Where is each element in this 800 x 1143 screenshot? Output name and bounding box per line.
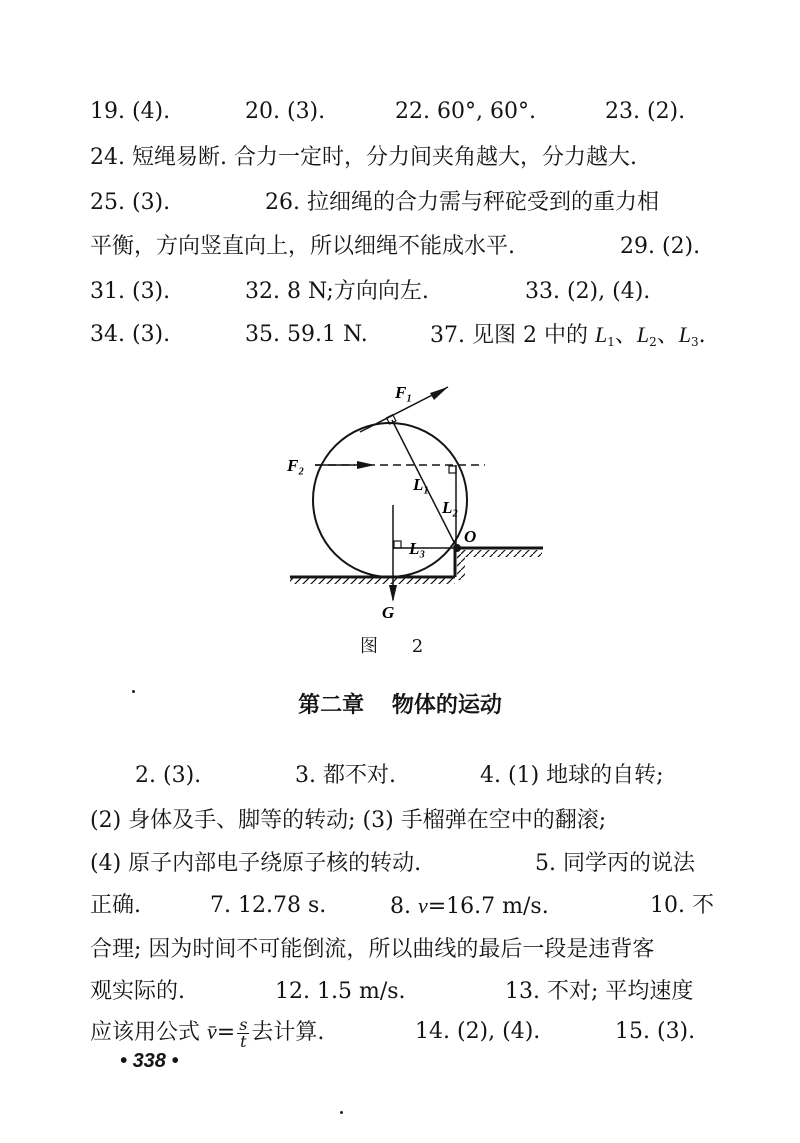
answer-24: 24. 短绳易断. 合力一定时，分力间夹角越大，分力越大. xyxy=(90,145,637,170)
symbol-l: L xyxy=(594,322,608,347)
answer-33: 33. (2), (4). xyxy=(525,279,651,304)
answer-37: 37. 见图 2 中的 $L_1$、$L_2$、$L_3$. xyxy=(430,322,706,349)
answer-14: 14. (2), (4). xyxy=(415,1019,541,1044)
answer-3: 3. 都不对. xyxy=(295,763,396,788)
answer-25: 25. (3). xyxy=(90,190,171,215)
answer-12: 12. 1.5 m/s. xyxy=(275,979,406,1004)
answer-29: 29. (2). xyxy=(620,234,701,259)
answer-26: 26. 拉细绳的合力需与秤砣受到的重力相 xyxy=(265,190,659,215)
answer-4-cont2: (4) 原子内部电子绕原子核的转动. xyxy=(90,851,422,876)
answer-31: 31. (3). xyxy=(90,279,171,304)
answer-8: 8. v=16.7 m/s. xyxy=(390,893,549,919)
label-g: G xyxy=(382,603,395,620)
ch2-line-5 xyxy=(90,930,712,970)
answer-line-5 xyxy=(90,272,712,312)
chapter-title: 物体的运动 xyxy=(391,693,502,718)
figure-2-diagram xyxy=(285,370,555,620)
scan-speck xyxy=(132,690,135,693)
label-l2: L₂ xyxy=(442,498,459,517)
chapter-number: 第二章 xyxy=(298,693,365,718)
ch2-line-1 xyxy=(90,756,712,796)
answer-34: 34. (3). xyxy=(90,322,171,347)
answer-2: 2. (3). xyxy=(135,763,202,788)
answer-4-cont: (2) 身体及手、脚等的转动; (3) 手榴弹在空中的翻滚; xyxy=(90,808,607,833)
page-number: • 338 • xyxy=(120,1050,179,1072)
gravity-arrow-icon xyxy=(389,585,397,602)
label-l1: L₁ xyxy=(413,475,430,494)
answer-5: 5. 同学丙的说法 xyxy=(535,851,695,876)
pivot-o-point xyxy=(453,544,461,552)
chapter-heading xyxy=(0,688,800,719)
answer-line-2 xyxy=(90,138,712,178)
answer-7: 7. 12.78 s. xyxy=(210,893,327,918)
answer-13-cont: 应该用公式 v̄= $\frac{s}{t}$ 去计算. xyxy=(90,1014,325,1051)
answer-line-6 xyxy=(90,315,712,355)
answer-15: 15. (3). xyxy=(615,1019,696,1044)
answer-line-4 xyxy=(90,227,712,267)
ch2-line-2 xyxy=(90,801,712,841)
figure-caption: 图 2 xyxy=(360,636,438,657)
answer-10: 10. 不 xyxy=(650,893,714,918)
answer-35: 35. 59.1 N. xyxy=(245,322,368,347)
f2-arrow-icon xyxy=(357,461,375,469)
answer-23: 23. (2). xyxy=(605,99,686,124)
ch2-line-4 xyxy=(90,886,712,926)
ch2-line-7 xyxy=(90,1012,712,1052)
answer-line-1 xyxy=(90,92,712,132)
average-velocity-symbol: v̄ xyxy=(207,1019,217,1044)
scan-speck xyxy=(340,1111,343,1114)
label-l3: L₃ xyxy=(409,539,426,558)
answer-5-cont: 正确. xyxy=(90,893,141,918)
label-f2: F₂ xyxy=(287,456,305,475)
answer-10-cont: 合理; 因为时间不可能倒流，所以曲线的最后一段是违背客 xyxy=(90,937,655,962)
answer-line-3 xyxy=(90,183,712,223)
label-o: O xyxy=(464,527,477,546)
answer-20: 20. (3). xyxy=(245,99,326,124)
answer-13: 13. 不对; 平均速度 xyxy=(505,979,694,1004)
fraction-s-over-t: $\frac{s}{t}$ xyxy=(239,1014,248,1051)
f1-arrow-icon xyxy=(430,387,448,400)
label-f1: F₁ xyxy=(395,383,413,402)
answer-26-cont: 平衡，方向竖直向上，所以细绳不能成水平. xyxy=(90,234,515,259)
answer-10-cont2: 观实际的. xyxy=(90,979,185,1004)
answer-32: 32. 8 N;方向向左. xyxy=(245,279,429,304)
ch2-line-3 xyxy=(90,844,712,884)
answer-22: 22. 60°, 60°. xyxy=(395,99,536,124)
answer-19: 19. (4). xyxy=(90,99,171,124)
answer-4: 4. (1) 地球的自转; xyxy=(480,763,664,788)
ch2-line-6 xyxy=(90,972,712,1012)
